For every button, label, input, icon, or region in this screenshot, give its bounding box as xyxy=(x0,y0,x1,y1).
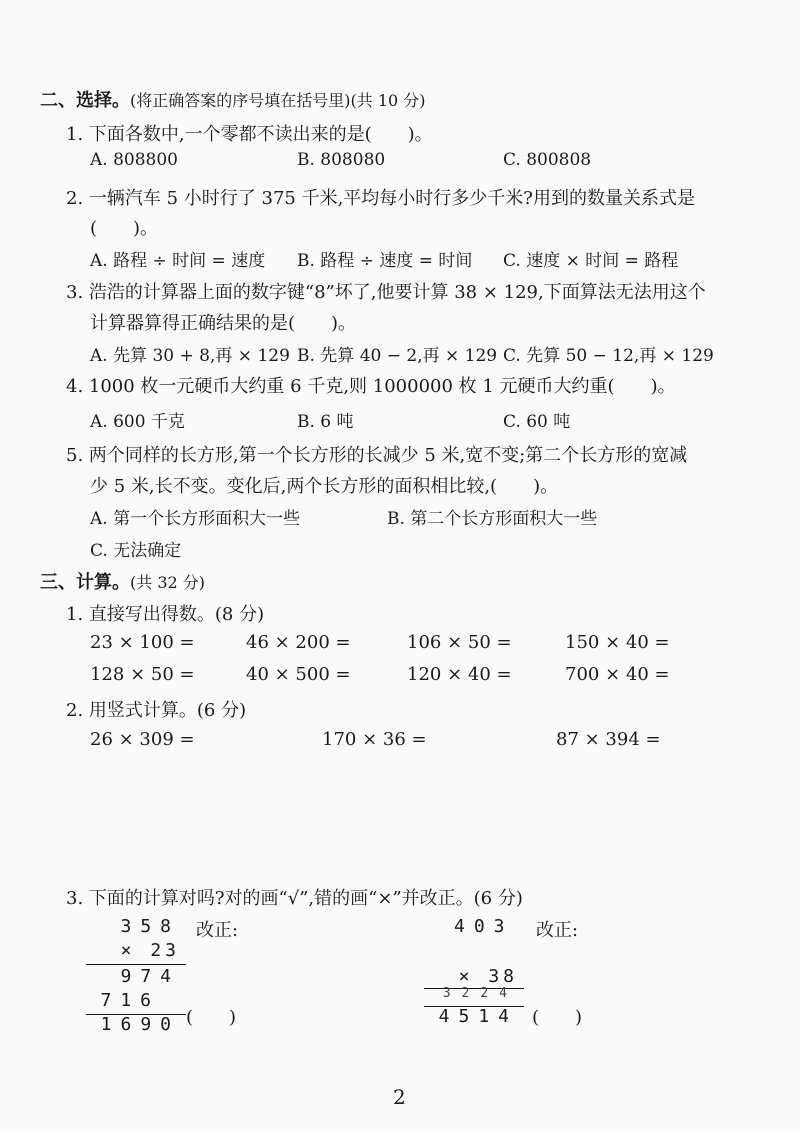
calc-q1-item-6: 40 × 500 = xyxy=(246,664,351,685)
vertical-calc-left xyxy=(80,916,190,1036)
vertical-left-partial-1: 974 xyxy=(120,966,180,987)
calc-q1-item-4: 150 × 40 = xyxy=(565,632,670,653)
calc-q3-title: 3. 下面的计算对吗?对的画“√”,错的画“×”并改正。(6 分) xyxy=(66,888,523,909)
calc-q1-item-1: 23 × 100 = xyxy=(90,632,195,653)
question-3-option-c: C. 先算 50 − 12,再 × 129 xyxy=(503,346,714,366)
question-2-option-b: B. 路程 ÷ 速度 = 时间 xyxy=(297,251,473,271)
question-1-option-c: C. 800808 xyxy=(503,150,592,170)
question-1-stem: 1. 下面各数中,一个零都不读出来的是( )。 xyxy=(66,124,433,145)
calc-q1-item-8: 700 × 40 = xyxy=(565,664,670,685)
vertical-left-partial-2: 716 xyxy=(100,990,160,1011)
calc-q1-item-7: 120 × 40 = xyxy=(407,664,512,685)
section2-note: (将正确答案的序号填在括号里)(共 10 分) xyxy=(130,91,426,110)
section3-title xyxy=(40,568,205,594)
vertical-calc-right xyxy=(418,966,528,1036)
vertical-left-top: 358 xyxy=(120,916,180,937)
vertical-right-partial-1: 3224 xyxy=(442,986,518,1001)
question-4-option-c: C. 60 吨 xyxy=(503,412,571,432)
calc-q2-title: 2. 用竖式计算。(6 分) xyxy=(66,700,247,721)
calc-q1-title: 1. 直接写出得数。(8 分) xyxy=(66,604,265,625)
question-3-option-b: B. 先算 40 − 2,再 × 129 xyxy=(297,346,498,366)
question-5-option-a: A. 第一个长方形面积大一些 xyxy=(90,509,301,529)
calc-q1-item-5: 128 × 50 = xyxy=(90,664,195,685)
section2-title-text: 二、选择。 xyxy=(40,90,130,111)
calc-q2-item-3: 87 × 394 = xyxy=(556,729,661,750)
question-2-stem-cont: ( )。 xyxy=(90,218,159,239)
question-1-option-a: A. 808800 xyxy=(90,150,178,170)
question-2-stem: 2. 一辆汽车 5 小时行了 375 千米,平均每小时行多少千米?用到的数量关系式是 xyxy=(66,188,695,209)
section3-title-text: 三、计算。 xyxy=(40,572,130,593)
calc-q2-item-2: 170 × 36 = xyxy=(322,729,427,750)
question-5-stem: 5. 两个同样的长方形,第一个长方形的长减少 5 米,宽不变;第二个长方形的宽减 xyxy=(66,445,688,466)
calc-q1-item-2: 46 × 200 = xyxy=(246,632,351,653)
page-number: 2 xyxy=(393,1085,406,1109)
vertical-right-result: 4514 xyxy=(438,1006,518,1027)
calc-q1-item-3: 106 × 50 = xyxy=(407,632,512,653)
question-5-option-b: B. 第二个长方形面积大一些 xyxy=(387,509,598,529)
section2-title xyxy=(40,86,426,112)
question-3-stem: 3. 浩浩的计算器上面的数字键“8”坏了,他要计算 38 × 129,下面算法无法用这个 xyxy=(66,282,706,303)
section3-note: (共 32 分) xyxy=(130,573,206,592)
question-4-option-b: B. 6 吨 xyxy=(297,412,354,432)
question-5-stem-cont: 少 5 米,长不变。变化后,两个长方形的面积相比较,( )。 xyxy=(90,476,559,497)
question-4-stem: 4. 1000 枚一元硬币大约重 6 千克,则 1000000 枚 1 元硬币大约重( )。 xyxy=(66,376,676,397)
question-2-option-a: A. 路程 ÷ 时间 = 速度 xyxy=(90,251,266,271)
question-4-option-a: A. 600 千克 xyxy=(90,412,185,432)
question-3-option-a: A. 先算 30 + 8,再 × 129 xyxy=(90,346,290,366)
vertical-left-result: 1690 xyxy=(100,1014,180,1035)
question-5-option-c: C. 无法确定 xyxy=(90,541,182,561)
vertical-left-answer-paren[interactable]: ( ) xyxy=(186,1007,237,1028)
vertical-right-top: 403 xyxy=(454,916,514,937)
question-1-option-b: B. 808080 xyxy=(297,150,386,170)
vertical-right-fix-label: 改正: xyxy=(536,920,579,941)
vertical-right-answer-paren[interactable]: ( ) xyxy=(532,1007,583,1028)
vertical-left-multiplier: × 23 xyxy=(120,940,180,961)
vertical-right-multiplier: × 38 xyxy=(458,966,518,987)
vertical-left-line-1 xyxy=(86,964,186,965)
question-3-stem-cont: 计算器算得正确结果的是( )。 xyxy=(90,313,357,334)
vertical-left-fix-label: 改正: xyxy=(196,920,239,941)
question-2-option-c: C. 速度 × 时间 = 路程 xyxy=(503,251,679,271)
calc-q2-item-1: 26 × 309 = xyxy=(90,729,195,750)
